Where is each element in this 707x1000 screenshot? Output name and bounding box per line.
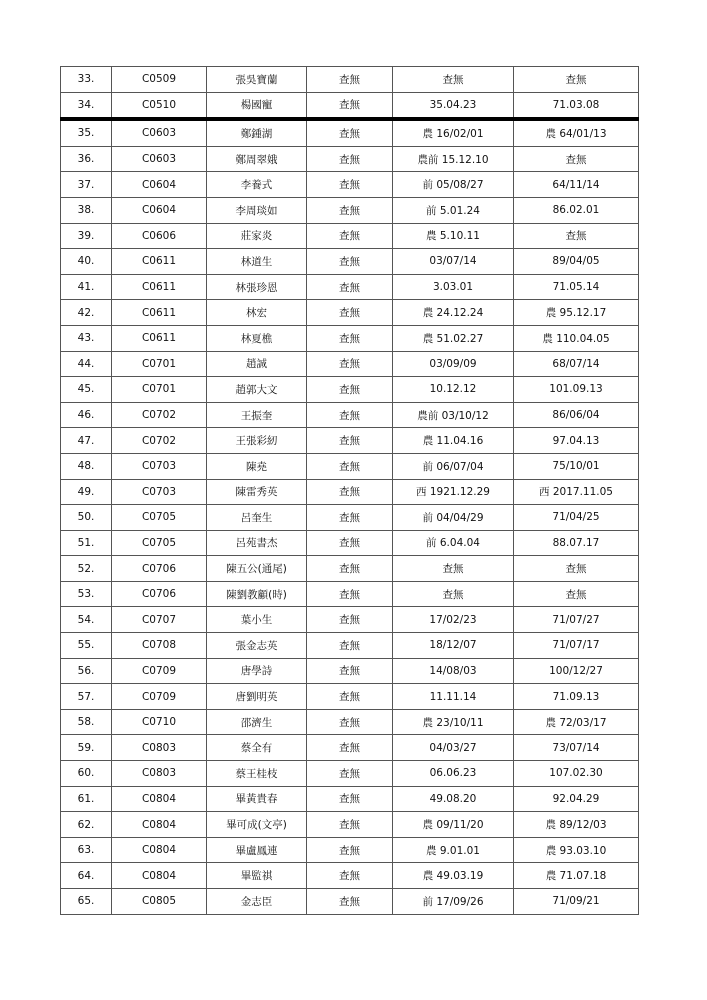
person-name-cell: 趙郭大文 [207, 377, 307, 403]
first-date-cell: 18/12/07 [393, 633, 514, 659]
person-name-cell: 王振奎 [207, 402, 307, 428]
person-name-cell: 畢黃貴春 [207, 786, 307, 812]
status-cell: 查無 [307, 351, 393, 377]
status-cell: 查無 [307, 709, 393, 735]
table-row [61, 428, 639, 454]
first-date-cell: 查無 [393, 67, 514, 93]
table-row [61, 607, 639, 633]
status-cell: 查無 [307, 428, 393, 454]
person-name-cell: 蔡全有 [207, 735, 307, 761]
table-row [61, 479, 639, 505]
first-date-cell: 前 5.01.24 [393, 197, 514, 223]
second-date-cell: 農 95.12.17 [514, 300, 639, 326]
record-code-cell: C0611 [112, 274, 207, 300]
person-name-cell: 呂奎生 [207, 505, 307, 531]
record-code-cell: C0606 [112, 223, 207, 249]
second-date-cell: 107.02.30 [514, 761, 639, 787]
first-date-cell: 農 23/10/11 [393, 709, 514, 735]
second-date-cell: 農 71.07.18 [514, 863, 639, 889]
first-date-cell: 查無 [393, 556, 514, 582]
row-number-cell: 51. [61, 530, 112, 556]
record-code-cell: C0710 [112, 709, 207, 735]
record-code-cell: C0702 [112, 428, 207, 454]
person-name-cell: 陳雷秀英 [207, 479, 307, 505]
row-number-cell: 43. [61, 325, 112, 351]
table-row [61, 735, 639, 761]
second-date-cell: 農 89/12/03 [514, 812, 639, 838]
status-cell: 查無 [307, 581, 393, 607]
first-date-cell: 11.11.14 [393, 684, 514, 710]
person-name-cell: 金志臣 [207, 889, 307, 915]
table-row [61, 197, 639, 223]
row-number-cell: 39. [61, 223, 112, 249]
record-code-cell: C0703 [112, 453, 207, 479]
second-date-cell: 農 72/03/17 [514, 709, 639, 735]
first-date-cell: 前 04/04/29 [393, 505, 514, 531]
second-date-cell: 農 93.03.10 [514, 837, 639, 863]
first-date-cell: 農 49.03.19 [393, 863, 514, 889]
person-name-cell: 李養式 [207, 172, 307, 198]
second-date-cell: 農 110.04.05 [514, 325, 639, 351]
second-date-cell: 88.07.17 [514, 530, 639, 556]
first-date-cell: 農前 15.12.10 [393, 146, 514, 172]
first-date-cell: 3.03.01 [393, 274, 514, 300]
record-code-cell: C0603 [112, 119, 207, 146]
row-number-cell: 57. [61, 684, 112, 710]
person-name-cell: 張金志英 [207, 633, 307, 659]
second-date-cell: 71.09.13 [514, 684, 639, 710]
first-date-cell: 前 06/07/04 [393, 453, 514, 479]
person-name-cell: 唐劉明英 [207, 684, 307, 710]
row-number-cell: 41. [61, 274, 112, 300]
status-cell: 查無 [307, 607, 393, 633]
status-cell: 查無 [307, 300, 393, 326]
record-code-cell: C0701 [112, 351, 207, 377]
record-code-cell: C0708 [112, 633, 207, 659]
second-date-cell: 查無 [514, 146, 639, 172]
table-row [61, 837, 639, 863]
record-code-cell: C0611 [112, 300, 207, 326]
status-cell: 查無 [307, 889, 393, 915]
table-row [61, 581, 639, 607]
table-row [61, 402, 639, 428]
row-number-cell: 54. [61, 607, 112, 633]
status-cell: 查無 [307, 402, 393, 428]
second-date-cell: 查無 [514, 223, 639, 249]
status-cell: 查無 [307, 249, 393, 275]
record-code-cell: C0804 [112, 812, 207, 838]
person-name-cell: 畢可成(文亭) [207, 812, 307, 838]
table-row [61, 377, 639, 403]
status-cell: 查無 [307, 377, 393, 403]
records-table-body [61, 67, 639, 915]
table-row [61, 274, 639, 300]
row-number-cell: 35. [61, 119, 112, 146]
status-cell: 查無 [307, 479, 393, 505]
status-cell: 查無 [307, 556, 393, 582]
row-number-cell: 33. [61, 67, 112, 93]
record-code-cell: C0604 [112, 172, 207, 198]
table-row [61, 351, 639, 377]
second-date-cell: 97.04.13 [514, 428, 639, 454]
first-date-cell: 前 6.04.04 [393, 530, 514, 556]
first-date-cell: 查無 [393, 581, 514, 607]
row-number-cell: 58. [61, 709, 112, 735]
row-number-cell: 37. [61, 172, 112, 198]
table-row [61, 172, 639, 198]
records-table [60, 66, 639, 915]
row-number-cell: 62. [61, 812, 112, 838]
person-name-cell: 林道生 [207, 249, 307, 275]
person-name-cell: 畢盧鳳連 [207, 837, 307, 863]
first-date-cell: 06.06.23 [393, 761, 514, 787]
first-date-cell: 04/03/27 [393, 735, 514, 761]
first-date-cell: 農前 03/10/12 [393, 402, 514, 428]
person-name-cell: 鄭周翠娥 [207, 146, 307, 172]
record-code-cell: C0509 [112, 67, 207, 93]
table-row [61, 658, 639, 684]
second-date-cell: 73/07/14 [514, 735, 639, 761]
first-date-cell: 03/09/09 [393, 351, 514, 377]
row-number-cell: 55. [61, 633, 112, 659]
row-number-cell: 34. [61, 92, 112, 119]
first-date-cell: 前 17/09/26 [393, 889, 514, 915]
table-row [61, 67, 639, 93]
record-code-cell: C0611 [112, 325, 207, 351]
record-code-cell: C0707 [112, 607, 207, 633]
person-name-cell: 蔡王桂枝 [207, 761, 307, 787]
table-row [61, 119, 639, 146]
second-date-cell: 86.02.01 [514, 197, 639, 223]
record-code-cell: C0805 [112, 889, 207, 915]
row-number-cell: 50. [61, 505, 112, 531]
record-code-cell: C0709 [112, 658, 207, 684]
record-code-cell: C0705 [112, 530, 207, 556]
first-date-cell: 前 05/08/27 [393, 172, 514, 198]
table-row [61, 325, 639, 351]
row-number-cell: 42. [61, 300, 112, 326]
record-code-cell: C0701 [112, 377, 207, 403]
record-code-cell: C0603 [112, 146, 207, 172]
record-code-cell: C0803 [112, 735, 207, 761]
second-date-cell: 農 64/01/13 [514, 119, 639, 146]
table-row [61, 223, 639, 249]
record-code-cell: C0804 [112, 863, 207, 889]
second-date-cell: 查無 [514, 67, 639, 93]
second-date-cell: 75/10/01 [514, 453, 639, 479]
table-row [61, 300, 639, 326]
table-row [61, 889, 639, 915]
status-cell: 查無 [307, 863, 393, 889]
status-cell: 查無 [307, 530, 393, 556]
person-name-cell: 趙誠 [207, 351, 307, 377]
row-number-cell: 56. [61, 658, 112, 684]
second-date-cell: 101.09.13 [514, 377, 639, 403]
status-cell: 查無 [307, 453, 393, 479]
second-date-cell: 71/04/25 [514, 505, 639, 531]
status-cell: 查無 [307, 658, 393, 684]
status-cell: 查無 [307, 67, 393, 93]
person-name-cell: 畢監祺 [207, 863, 307, 889]
second-date-cell: 查無 [514, 581, 639, 607]
row-number-cell: 45. [61, 377, 112, 403]
person-name-cell: 邵濟生 [207, 709, 307, 735]
record-code-cell: C0611 [112, 249, 207, 275]
table-row [61, 146, 639, 172]
row-number-cell: 65. [61, 889, 112, 915]
first-date-cell: 農 11.04.16 [393, 428, 514, 454]
row-number-cell: 64. [61, 863, 112, 889]
table-row [61, 505, 639, 531]
first-date-cell: 農 09/11/20 [393, 812, 514, 838]
person-name-cell: 張吳寶蘭 [207, 67, 307, 93]
status-cell: 查無 [307, 735, 393, 761]
first-date-cell: 農 5.10.11 [393, 223, 514, 249]
first-date-cell: 10.12.12 [393, 377, 514, 403]
second-date-cell: 71.03.08 [514, 92, 639, 119]
table-row [61, 761, 639, 787]
status-cell: 查無 [307, 786, 393, 812]
second-date-cell: 西 2017.11.05 [514, 479, 639, 505]
person-name-cell: 葉小生 [207, 607, 307, 633]
person-name-cell: 李周琰如 [207, 197, 307, 223]
row-number-cell: 40. [61, 249, 112, 275]
person-name-cell: 王張彩紉 [207, 428, 307, 454]
table-row [61, 786, 639, 812]
row-number-cell: 44. [61, 351, 112, 377]
second-date-cell: 68/07/14 [514, 351, 639, 377]
row-number-cell: 59. [61, 735, 112, 761]
record-code-cell: C0703 [112, 479, 207, 505]
person-name-cell: 唐學詩 [207, 658, 307, 684]
person-name-cell: 林張珍恩 [207, 274, 307, 300]
table-row [61, 709, 639, 735]
second-date-cell: 71/07/27 [514, 607, 639, 633]
person-name-cell: 陳劉教顧(時) [207, 581, 307, 607]
row-number-cell: 46. [61, 402, 112, 428]
row-number-cell: 48. [61, 453, 112, 479]
first-date-cell: 17/02/23 [393, 607, 514, 633]
status-cell: 查無 [307, 274, 393, 300]
row-number-cell: 63. [61, 837, 112, 863]
row-number-cell: 60. [61, 761, 112, 787]
row-number-cell: 36. [61, 146, 112, 172]
row-number-cell: 52. [61, 556, 112, 582]
status-cell: 查無 [307, 119, 393, 146]
person-name-cell: 楊國寵 [207, 92, 307, 119]
status-cell: 查無 [307, 837, 393, 863]
row-number-cell: 38. [61, 197, 112, 223]
first-date-cell: 農 9.01.01 [393, 837, 514, 863]
status-cell: 查無 [307, 197, 393, 223]
table-row [61, 812, 639, 838]
table-row [61, 633, 639, 659]
table-row [61, 249, 639, 275]
status-cell: 查無 [307, 92, 393, 119]
second-date-cell: 71/07/17 [514, 633, 639, 659]
first-date-cell: 14/08/03 [393, 658, 514, 684]
second-date-cell: 64/11/14 [514, 172, 639, 198]
row-number-cell: 53. [61, 581, 112, 607]
person-name-cell: 林夏樵 [207, 325, 307, 351]
record-code-cell: C0706 [112, 556, 207, 582]
record-code-cell: C0804 [112, 837, 207, 863]
record-code-cell: C0510 [112, 92, 207, 119]
first-date-cell: 49.08.20 [393, 786, 514, 812]
table-row [61, 530, 639, 556]
status-cell: 查無 [307, 325, 393, 351]
first-date-cell: 農 16/02/01 [393, 119, 514, 146]
second-date-cell: 89/04/05 [514, 249, 639, 275]
status-cell: 查無 [307, 223, 393, 249]
status-cell: 查無 [307, 812, 393, 838]
person-name-cell: 陳堯 [207, 453, 307, 479]
first-date-cell: 農 24.12.24 [393, 300, 514, 326]
status-cell: 查無 [307, 684, 393, 710]
second-date-cell: 查無 [514, 556, 639, 582]
second-date-cell: 71/09/21 [514, 889, 639, 915]
record-code-cell: C0604 [112, 197, 207, 223]
record-code-cell: C0705 [112, 505, 207, 531]
person-name-cell: 鄭鍾湖 [207, 119, 307, 146]
second-date-cell: 71.05.14 [514, 274, 639, 300]
row-number-cell: 49. [61, 479, 112, 505]
second-date-cell: 92.04.29 [514, 786, 639, 812]
status-cell: 查無 [307, 146, 393, 172]
first-date-cell: 農 51.02.27 [393, 325, 514, 351]
status-cell: 查無 [307, 172, 393, 198]
table-row [61, 92, 639, 119]
person-name-cell: 林宏 [207, 300, 307, 326]
status-cell: 查無 [307, 633, 393, 659]
table-row [61, 684, 639, 710]
first-date-cell: 03/07/14 [393, 249, 514, 275]
table-row [61, 453, 639, 479]
first-date-cell: 西 1921.12.29 [393, 479, 514, 505]
row-number-cell: 47. [61, 428, 112, 454]
person-name-cell: 呂苑書杰 [207, 530, 307, 556]
second-date-cell: 86/06/04 [514, 402, 639, 428]
status-cell: 查無 [307, 761, 393, 787]
record-code-cell: C0709 [112, 684, 207, 710]
record-code-cell: C0702 [112, 402, 207, 428]
record-code-cell: C0706 [112, 581, 207, 607]
second-date-cell: 100/12/27 [514, 658, 639, 684]
person-name-cell: 陳五公(通尾) [207, 556, 307, 582]
record-code-cell: C0803 [112, 761, 207, 787]
table-row [61, 556, 639, 582]
record-code-cell: C0804 [112, 786, 207, 812]
first-date-cell: 35.04.23 [393, 92, 514, 119]
status-cell: 查無 [307, 505, 393, 531]
person-name-cell: 莊家炎 [207, 223, 307, 249]
table-row [61, 863, 639, 889]
row-number-cell: 61. [61, 786, 112, 812]
